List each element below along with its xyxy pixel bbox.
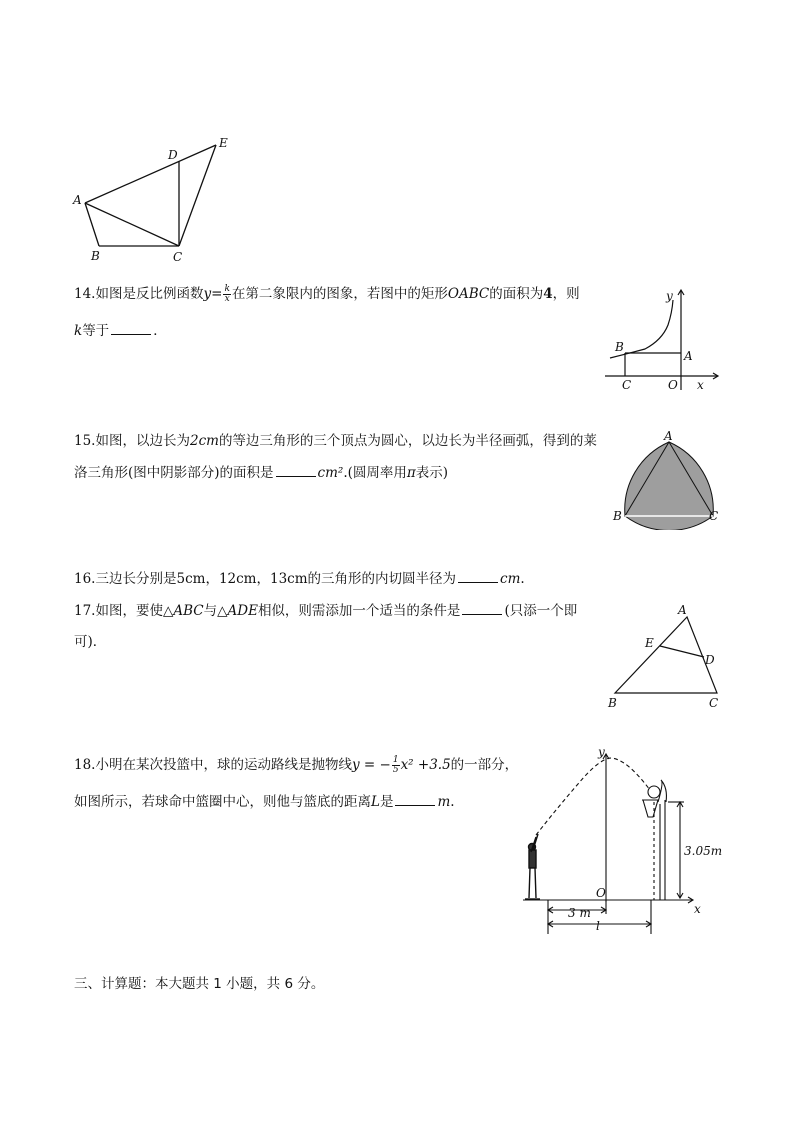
answer-blank[interactable] bbox=[111, 320, 151, 335]
question-number: 15. bbox=[74, 433, 96, 449]
hoop-net bbox=[643, 800, 658, 817]
question-14-line1: 14.如图是反比例函数y= $\frac{k}{x}$ 在第二象限内的图象，若图中的矩形OABC的面积为4，则 bbox=[74, 284, 580, 304]
segment-ED bbox=[660, 646, 704, 657]
label-height: 3.05m bbox=[684, 844, 723, 858]
label-A: A bbox=[678, 603, 687, 617]
label-y: y bbox=[666, 289, 673, 303]
label-A: A bbox=[684, 349, 693, 363]
label-A: A bbox=[664, 430, 673, 443]
answer-blank[interactable] bbox=[395, 791, 435, 806]
label-C: C bbox=[622, 378, 632, 392]
label-C: C bbox=[709, 509, 719, 523]
question-number: 14. bbox=[74, 286, 96, 302]
label-B: B bbox=[613, 509, 622, 523]
fraction-one-fifth: $\frac{1}{5}$ bbox=[392, 755, 399, 775]
answer-blank[interactable] bbox=[462, 600, 502, 615]
label-y: y bbox=[598, 745, 605, 759]
figure-q15 bbox=[608, 430, 733, 530]
figure-q18 bbox=[518, 742, 728, 937]
reuleaux-triangle bbox=[625, 442, 714, 530]
question-16: 16.三边长分别是5cm，12cm，13cm的三角形的内切圆半径为 cm. bbox=[74, 568, 525, 589]
section-3-heading: 三、计算题：本大题共 1 小题，共 6 分。 bbox=[74, 976, 325, 992]
question-18-line2: 如图所示，若球命中篮圈中心，则他与篮底的距离L是 m. bbox=[74, 791, 455, 812]
label-B: B bbox=[615, 340, 624, 354]
question-number: 17. bbox=[74, 603, 96, 619]
triangle-ABC bbox=[615, 617, 717, 693]
question-17-line2: 可)． bbox=[74, 634, 107, 650]
question-17-line1: 17.如图，要使△ABC与△ADE相似，则需添加一个适当的条件是 (只添一个即 bbox=[74, 600, 577, 621]
label-A: A bbox=[73, 193, 82, 207]
label-E: E bbox=[645, 636, 654, 650]
segment-AE bbox=[85, 145, 216, 203]
fraction-k-over-x: $\frac{k}{x}$ bbox=[224, 284, 230, 304]
question-14-line2: k等于 ． bbox=[74, 320, 167, 341]
label-D: D bbox=[168, 148, 178, 162]
answer-blank[interactable] bbox=[458, 568, 498, 583]
label-B: B bbox=[91, 249, 100, 263]
label-D: D bbox=[705, 653, 715, 667]
label-x: x bbox=[694, 902, 701, 916]
segment-AB bbox=[85, 203, 99, 246]
figure-q17 bbox=[603, 600, 728, 712]
player-figure bbox=[525, 834, 540, 899]
label-B: B bbox=[608, 696, 617, 710]
label-C: C bbox=[709, 696, 719, 710]
answer-blank[interactable] bbox=[276, 462, 316, 477]
figure-q14 bbox=[600, 285, 725, 395]
segment-EC bbox=[179, 145, 216, 246]
label-3m: 3 m bbox=[568, 906, 591, 920]
question-18-line1: 18.小明在某次投篮中，球的运动路线是抛物线y = − $\frac{1}{5}$ x² +3.5的一部分， bbox=[74, 755, 519, 775]
question-number: 18. bbox=[74, 757, 96, 773]
label-O: O bbox=[596, 886, 606, 900]
label-l: l bbox=[596, 919, 600, 933]
question-number: 16. bbox=[74, 571, 96, 587]
label-x: x bbox=[697, 378, 704, 392]
question-15-line1: 15.如图，以边长为2cm的等边三角形的三个顶点为圆心，以边长为半径画弧，得到的莱 bbox=[74, 433, 597, 449]
segment-AC bbox=[85, 203, 179, 246]
basketball bbox=[648, 786, 660, 798]
label-C: C bbox=[173, 250, 183, 264]
label-E: E bbox=[219, 136, 228, 150]
figure-q13 bbox=[70, 130, 240, 265]
label-O: O bbox=[668, 378, 678, 392]
question-15-line2: 洛三角形(图中阴影部分)的面积是 cm².(圆周率用π表示) bbox=[74, 462, 448, 483]
ball-trajectory bbox=[536, 758, 650, 835]
